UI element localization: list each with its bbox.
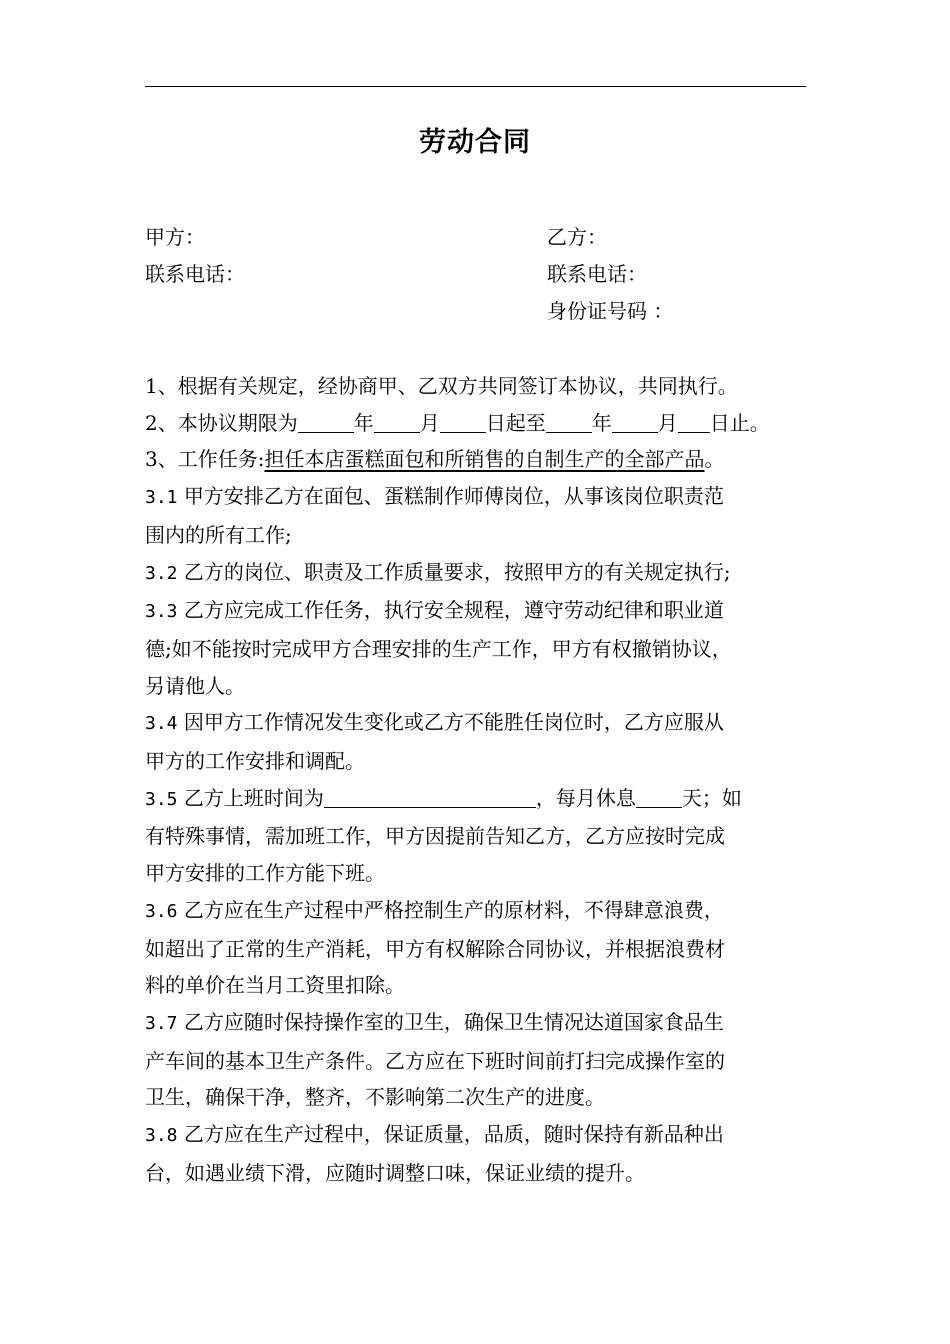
clause-3-6-line-1 [145,892,795,931]
clause-3-8-number: 3.8 [145,1125,178,1147]
clause-3-4-text-1: 因甲方工作情况发生变化或乙方不能胜任岗位时，乙方应服从 [183,710,724,735]
start-year-label: 年 [353,410,374,435]
clause-3-5-line-3: 甲方安排的工作方能下班。 [145,861,385,886]
clause-3-5-number: 3.5 [145,788,178,810]
clause-3-1-line-1 [145,478,795,517]
start-day-blank [440,410,486,433]
clause-3-3-text-1: 乙方应完成工作任务，执行安全规程，遵守劳动纪律和职业道 [183,598,724,623]
clause-3-5-line-1 [145,780,795,819]
clause-3-5-text-b: ，每月休息 [535,785,636,810]
clause-3-1-text-1: 甲方安排乙方在面包、蛋糕制作师傅岗位，从事该岗位职责范 [183,484,724,509]
contract-body [145,368,795,1191]
clause-3-1-number: 3.1 [145,487,178,509]
clause-3-4-number: 3.4 [145,713,178,735]
start-month-blank [374,410,420,433]
clause-3-3-line-2: 德;如不能按时完成甲方合理安排的生产工作，甲方有权撤销协议， [145,636,732,661]
clause-3-4-line-2: 甲方的工作安排和调配。 [145,749,365,774]
clause-3-3-line-1 [145,592,795,631]
work-task-text: 担任本店蛋糕面包和所销售的自制生产的全部产品 [264,447,705,472]
page-title: 劳动合同 [419,127,531,158]
clause-3-2-text-1: 乙方的岗位、职责及工作质量要求，按照甲方的有关规定执行; [183,559,731,584]
end-day-blank [678,410,710,433]
end-month-label: 月 [657,410,678,435]
clause-3-5-text-a: 乙方上班时间为 [183,785,324,810]
clause-3-5-text-c: 天；如 [681,785,742,810]
clause-3-8-line-2: 台，如遇业绩下滑，应随时调整口味，保证业绩的提升。 [145,1160,645,1185]
party-b-id-label: 身份证号码 ： [547,299,674,323]
end-day-label: 日止。 [709,410,770,435]
header-rule [145,86,806,87]
clause-3-6-text-1: 乙方应在生产过程中严格控制生产的原材料，不得肆意浪费， [183,897,724,922]
clause-2-prefix: 2、本协议期限为 [145,410,298,435]
clause-1: 1、根据有关规定，经协商甲、乙双方共同签订本协议，共同执行。 [145,374,738,398]
clause-3 [145,441,795,478]
work-hours-blank [324,785,536,808]
clause-3-2-number: 3.2 [145,562,178,584]
party-b-label: 乙方： [547,225,607,249]
clause-3-6-number: 3.6 [145,900,178,922]
end-year-blank [546,410,592,433]
start-year-blank [298,410,354,433]
end-month-blank [612,410,658,433]
party-a-label: 甲方： [145,225,205,249]
clause-3-7-line-1 [145,1004,795,1043]
clause-3-7-text-1: 乙方应随时保持操作室的卫生，确保卫生情况达道国家食品生 [183,1009,724,1034]
start-month-label: 月 [419,410,440,435]
clause-3-3-number: 3.3 [145,601,178,623]
clause-3-7-line-2: 产车间的基本卫生产条件。乙方应在下班时间前打扫完成操作室的 [145,1048,725,1073]
clause-3-2-line-1 [145,554,795,593]
rest-days-blank [636,785,682,808]
clause-3-8-line-1 [145,1116,795,1155]
clause-3-5-line-2: 有特殊事情，需加班工作，甲方因提前告知乙方，乙方应按时完成 [145,824,725,849]
party-a-phone-label: 联系电话： [145,262,245,286]
clause-3-6-line-3: 料的单价在当月工资里扣除。 [145,973,405,998]
clause-2 [145,405,795,442]
clause-3-6-line-2: 如超出了正常的生产消耗，甲方有权解除合同协议，并根据浪费材 [145,936,725,961]
clause-3-suffix: 。 [704,447,725,472]
clause-3-3-line-3: 另请他人。 [145,673,245,698]
clause-3-1-line-2: 围内的所有工作; [145,522,292,547]
start-day-label: 日起至 [485,410,546,435]
clause-3-4-line-1 [145,704,795,743]
party-b-phone-label: 联系电话： [547,262,647,286]
clause-3-7-number: 3.7 [145,1012,178,1034]
end-year-label: 年 [591,410,612,435]
clause-3-prefix: 3、工作任务: [145,447,265,472]
clause-3-7-line-3: 卫生，确保干净，整齐，不影响第二次生产的进度。 [145,1085,605,1110]
clause-3-8-text-1: 乙方应在生产过程中，保证质量，品质，随时保持有新品种出 [183,1122,724,1147]
